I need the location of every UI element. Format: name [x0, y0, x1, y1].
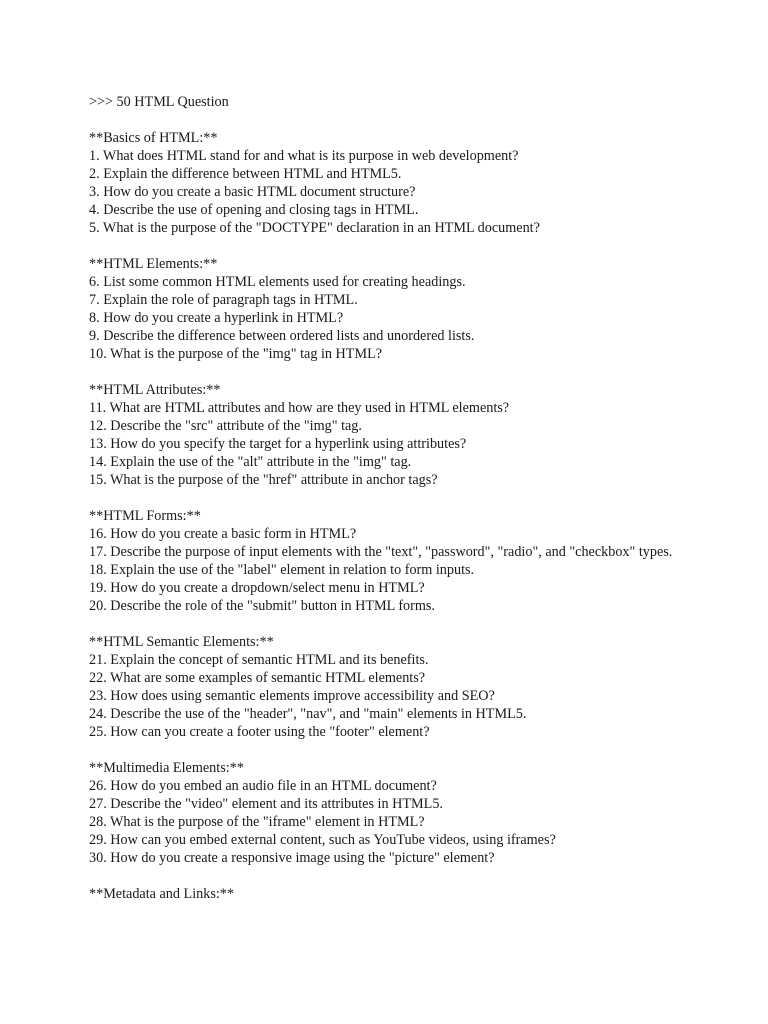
- question-item: 20. Describe the role of the "submit" button in HTML forms.: [89, 598, 435, 614]
- question-item: 19. How do you create a dropdown/select menu in HTML?: [89, 580, 425, 596]
- question-item: 25. How can you create a footer using the "footer" element?: [89, 724, 430, 740]
- question-item: 11. What are HTML attributes and how are they used in HTML elements?: [89, 400, 510, 416]
- question-item: 17. Describe the purpose of input elements with the "text", "password", "radio", and "checkbox" types.: [89, 544, 673, 560]
- question-item: 26. How do you embed an audio file in an HTML document?: [89, 778, 437, 794]
- document-page: [89, 93, 749, 921]
- section-heading: **Basics of HTML:**: [89, 130, 218, 146]
- question-item: 29. How can you embed external content, such as YouTube videos, using iframes?: [89, 832, 556, 848]
- question-item: 4. Describe the use of opening and closing tags in HTML.: [89, 202, 419, 218]
- question-item: 1. What does HTML stand for and what is its purpose in web development?: [89, 148, 519, 164]
- section-heading: **HTML Forms:**: [89, 508, 201, 524]
- section-heading: **Multimedia Elements:**: [89, 760, 244, 776]
- document-title: >>> 50 HTML Question: [89, 94, 229, 110]
- question-item: 18. Explain the use of the "label" element in relation to form inputs.: [89, 562, 475, 578]
- question-item: 2. Explain the difference between HTML and HTML5.: [89, 166, 402, 182]
- question-list: [89, 273, 749, 363]
- question-item: 30. How do you create a responsive image using the "picture" element?: [89, 850, 495, 866]
- section-html-forms: [89, 507, 749, 615]
- question-item: 6. List some common HTML elements used for creating headings.: [89, 274, 466, 290]
- question-item: 9. Describe the difference between ordered lists and unordered lists.: [89, 328, 475, 344]
- section-heading: **HTML Attributes:**: [89, 382, 221, 398]
- question-item: 16. How do you create a basic form in HTML?: [89, 526, 357, 542]
- question-list: [89, 399, 749, 489]
- section-html-attributes: [89, 381, 749, 489]
- question-list: [89, 525, 749, 615]
- question-list: [89, 147, 749, 237]
- section-html-semantic-elements: [89, 633, 749, 741]
- question-item: 13. How do you specify the target for a hyperlink using attributes?: [89, 436, 467, 452]
- question-item: 12. Describe the "src" attribute of the "img" tag.: [89, 418, 362, 434]
- question-item: 8. How do you create a hyperlink in HTML?: [89, 310, 344, 326]
- question-item: 15. What is the purpose of the "href" attribute in anchor tags?: [89, 472, 438, 488]
- question-item: 7. Explain the role of paragraph tags in HTML.: [89, 292, 358, 308]
- question-item: 28. What is the purpose of the "iframe" element in HTML?: [89, 814, 425, 830]
- section-basics-of-html: [89, 129, 749, 237]
- question-item: 27. Describe the "video" element and its attributes in HTML5.: [89, 796, 443, 812]
- question-item: 22. What are some examples of semantic HTML elements?: [89, 670, 426, 686]
- section-html-elements: [89, 255, 749, 363]
- section-heading: **HTML Elements:**: [89, 256, 218, 272]
- question-list: [89, 651, 749, 741]
- question-list: [89, 777, 749, 867]
- question-item: 14. Explain the use of the "alt" attribute in the "img" tag.: [89, 454, 412, 470]
- question-item: 21. Explain the concept of semantic HTML and its benefits.: [89, 652, 429, 668]
- section-multimedia-elements: [89, 759, 749, 867]
- question-item: 23. How does using semantic elements improve accessibility and SEO?: [89, 688, 495, 704]
- section-heading: **Metadata and Links:**: [89, 886, 234, 902]
- section-metadata-and-links: [89, 885, 749, 903]
- question-item: 3. How do you create a basic HTML document structure?: [89, 184, 416, 200]
- section-heading: **HTML Semantic Elements:**: [89, 634, 274, 650]
- question-item: 10. What is the purpose of the "img" tag in HTML?: [89, 346, 383, 362]
- question-item: 5. What is the purpose of the "DOCTYPE" declaration in an HTML document?: [89, 220, 540, 236]
- question-item: 24. Describe the use of the "header", "nav", and "main" elements in HTML5.: [89, 706, 527, 722]
